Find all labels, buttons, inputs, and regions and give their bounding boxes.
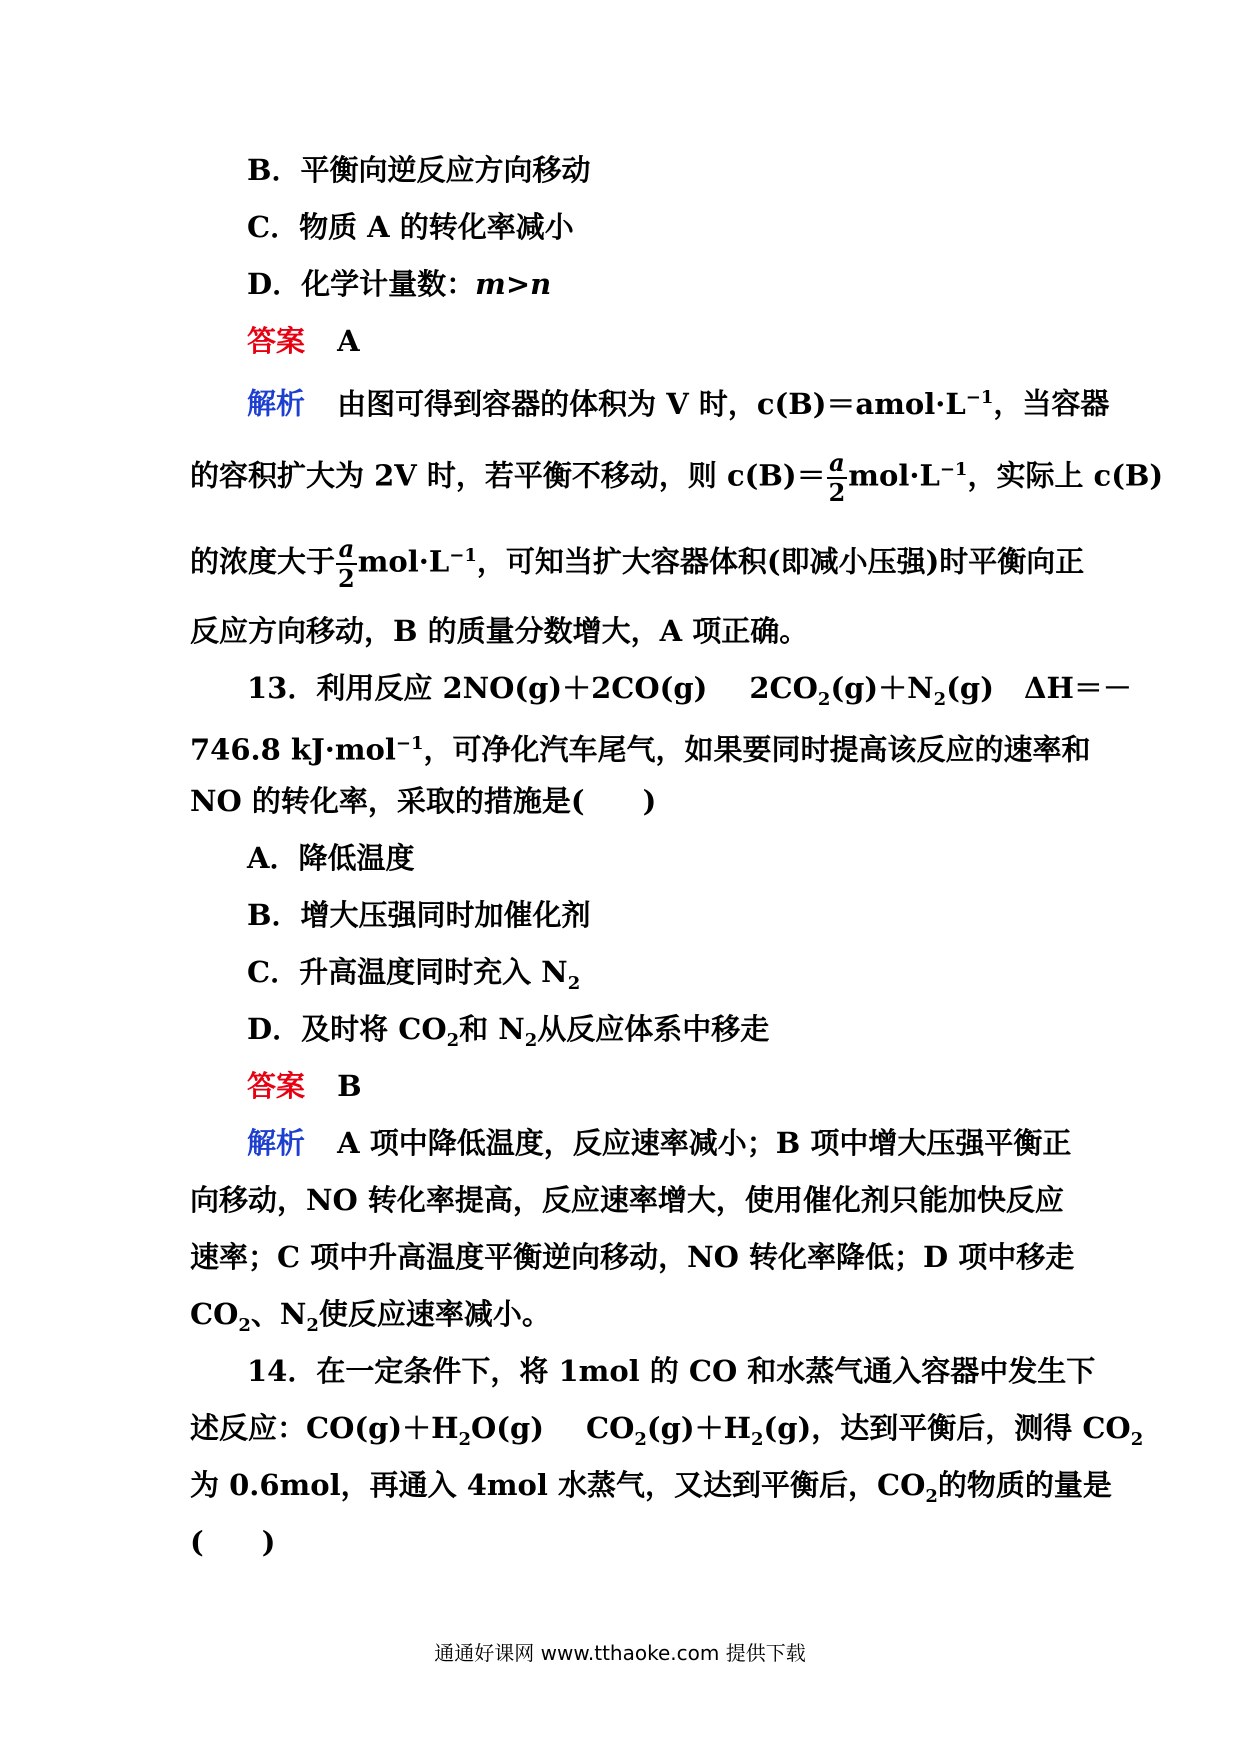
- q13-option-text: C．升高温度同时充入 N: [247, 955, 568, 989]
- q14-stem-text: 述反应：CO(g)＋H: [190, 1411, 459, 1445]
- q14-stem-text: O(g): [471, 1411, 544, 1445]
- analysis-text: ，当容器: [993, 386, 1110, 421]
- q12-option-d: [247, 262, 1060, 306]
- analysis-text: mol·L: [848, 458, 940, 493]
- q13-option-text: D．及时将 CO: [247, 1012, 447, 1046]
- q13-answer: [247, 1064, 1060, 1108]
- superscript: −1: [449, 545, 477, 566]
- subscript: 2: [567, 972, 581, 994]
- q13-option-text: 从反应体系中移走: [537, 1012, 770, 1046]
- q12-answer: [247, 319, 1060, 363]
- analysis-text: 由图可得到容器的体积为 V 时，c(B)＝amol·L: [337, 386, 966, 421]
- subscript: 2: [750, 1428, 764, 1450]
- fraction-denominator: 2: [338, 563, 355, 593]
- subscript: 2: [524, 1029, 538, 1051]
- superscript: −1: [395, 733, 424, 754]
- q13-stem-line-3: NO 的转化率，采取的措施是( ): [190, 784, 657, 818]
- q14-stem-text: 为 0.6mol，再通入 4mol 水蒸气，又达到平衡后，CO: [190, 1468, 926, 1502]
- analysis-label: 解析: [247, 1126, 306, 1160]
- subscript: 2: [933, 688, 947, 710]
- analysis-label: 解析: [247, 386, 306, 421]
- q13-stem-text: 2CO: [749, 671, 818, 705]
- subscript: 2: [238, 1314, 251, 1336]
- q14-stem-text: (g)，达到平衡后，测得 CO: [763, 1411, 1131, 1445]
- subscript: 2: [1130, 1428, 1144, 1450]
- subscript: 2: [306, 1314, 319, 1336]
- q12-analysis-line-4: 反应方向移动，B 的质量分数增大，A 项正确。: [190, 614, 809, 648]
- subscript: 2: [634, 1428, 647, 1450]
- analysis-text: mol·L: [357, 544, 450, 579]
- q12-analysis-line-1: [247, 376, 1110, 426]
- page-footer: 通通好课网 www.tthaoke.com 提供下载: [434, 1641, 806, 1665]
- answer-label: 答案: [247, 1069, 306, 1103]
- q13-stem-text: ΔH＝－: [1023, 671, 1132, 705]
- q14-stem-text: (g)＋H: [646, 1411, 751, 1445]
- fraction: [827, 447, 848, 507]
- fraction: [336, 533, 357, 593]
- superscript: −1: [965, 387, 994, 408]
- q13-analysis-line-2: 向移动，NO 转化率提高，反应速率增大，使用催化剂只能加快反应: [190, 1183, 1064, 1217]
- q12-option-d-prefix: D．化学计量数：: [247, 267, 476, 301]
- analysis-text: 的浓度大于: [190, 544, 336, 579]
- analysis-text: 、N: [250, 1297, 307, 1331]
- fraction-numerator: a: [829, 447, 845, 477]
- q13-analysis-line-1: [247, 1121, 1072, 1165]
- analysis-text: 使反应速率减小。: [318, 1297, 551, 1331]
- q14-stem-line-2: [190, 1406, 1144, 1462]
- q13-stem-text: 13．利用反应 2NO(g)＋2CO(g): [247, 671, 708, 705]
- q14-stem-text: CO: [585, 1411, 635, 1445]
- fraction-denominator: 2: [828, 477, 846, 507]
- q13-analysis-line-3: 速率；C 项中升高温度平衡逆向移动，NO 转化率降低；D 项中移走: [190, 1240, 1075, 1274]
- analysis-text: CO: [190, 1297, 239, 1331]
- q13-option-b: B．增大压强同时加催化剂: [247, 898, 591, 932]
- subscript: 2: [925, 1485, 938, 1507]
- q13-stem-text: ，可净化汽车尾气，如果要同时提高该反应的速率和: [423, 732, 1091, 767]
- q13-option-d: [247, 1007, 1060, 1063]
- q13-option-a: A．降低温度: [247, 841, 415, 875]
- q12-analysis-line-3: [190, 533, 1085, 593]
- q12-option-d-expr: m>n: [475, 267, 552, 301]
- answer-value: A: [337, 324, 360, 358]
- q13-option-c: [247, 950, 1060, 1006]
- q13-stem-line-2: [190, 722, 1091, 772]
- analysis-text: ，实际上 c(B): [967, 458, 1164, 493]
- q13-analysis-line-4: [190, 1292, 1060, 1348]
- q14-stem-line-4: ( ): [190, 1525, 276, 1559]
- q12-option-c: C．物质 A 的转化率减小: [247, 210, 574, 244]
- q13-option-text: 和 N: [459, 1012, 525, 1046]
- q12-option-b: B．平衡向逆反应方向移动: [247, 153, 591, 187]
- subscript: 2: [446, 1029, 460, 1051]
- q13-stem-line-1: [247, 666, 1132, 722]
- superscript: −1: [939, 459, 968, 480]
- answer-label: 答案: [247, 324, 306, 358]
- q14-stem-line-3: [190, 1463, 1112, 1519]
- q14-stem-line-1: 14．在一定条件下，将 1mol 的 CO 和水蒸气通入容器中发生下: [247, 1354, 1096, 1388]
- subscript: 2: [458, 1428, 471, 1450]
- analysis-text: 的容积扩大为 2V 时，若平衡不移动，则 c(B)＝: [190, 458, 826, 493]
- answer-value: B: [337, 1069, 362, 1103]
- fraction-numerator: a: [338, 533, 355, 563]
- analysis-text: A 项中降低温度，反应速率减小；B 项中增大压强平衡正: [337, 1126, 1072, 1160]
- q13-stem-text: (g)＋N: [830, 671, 934, 705]
- q12-analysis-line-2: [190, 447, 1164, 507]
- subscript: 2: [817, 688, 831, 710]
- q14-stem-text: 的物质的量是: [937, 1468, 1112, 1502]
- analysis-text: ，可知当扩大容器体积(即减小压强)时平衡向正: [476, 544, 1085, 579]
- q13-stem-text: 746.8 kJ·mol: [190, 732, 396, 767]
- q13-stem-text: (g): [946, 671, 994, 705]
